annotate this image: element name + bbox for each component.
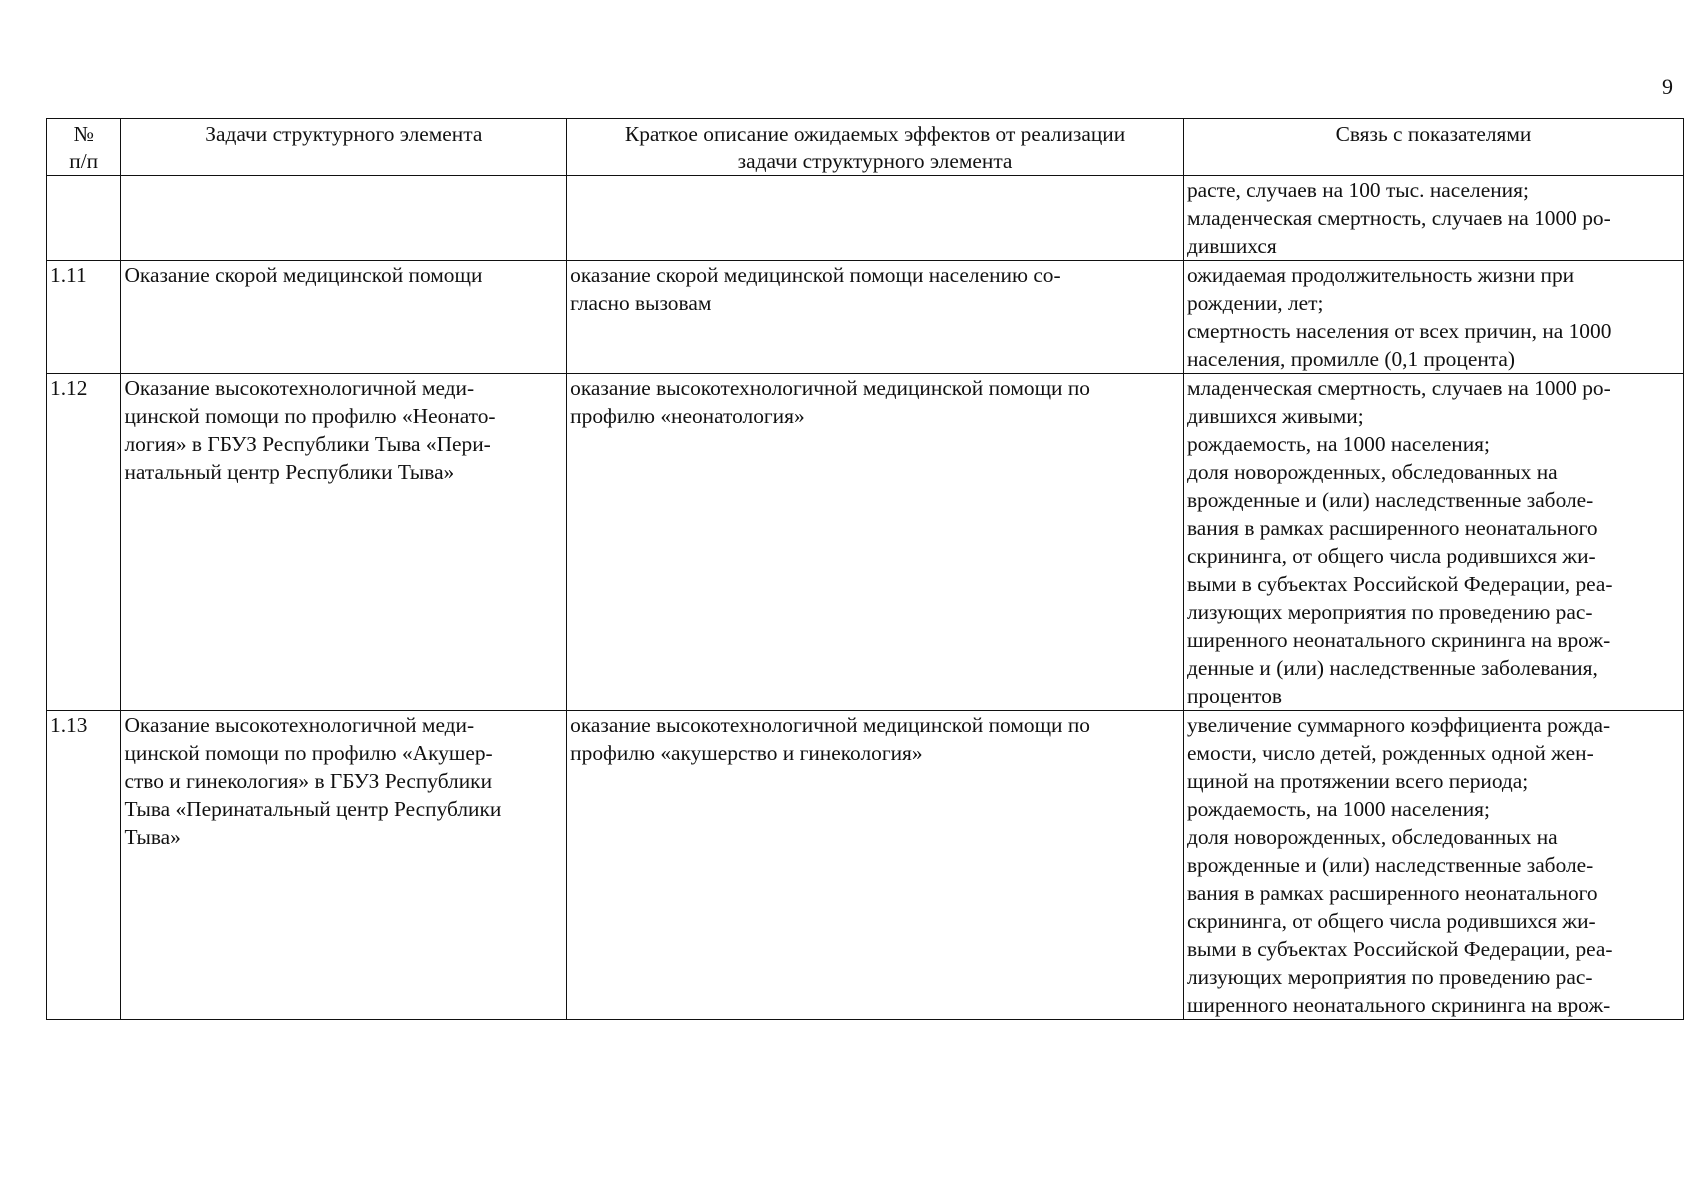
header-task: Задачи структурного элемента [121,119,567,176]
row-effect-cell: оказание скорой медицинской помощи населению со- гласно вызовам [567,261,1184,374]
row-task-cell: Оказание скорой медицинской помощи [121,261,567,374]
page-number: 9 [1662,74,1673,99]
table-row [47,711,1684,1020]
row-effect-cell: оказание высокотехнологичной медицинской помощи по профилю «неонатология» [567,374,1184,711]
row-effect-cell: оказание высокотехнологичной медицинской помощи по профилю «акушерство и гинекология» [567,711,1184,1020]
header-link: Связь с показателями [1183,119,1683,176]
row-task-cell: Оказание высокотехнологичной меди- цинской помощи по профилю «Неонато- логия» в ГБУЗ Республики Тыва «Пери- натальный центр Республики Тыва» [121,374,567,711]
table-row [47,374,1684,711]
table-row [47,176,1684,261]
row-effect-cell [567,176,1184,261]
row-num-cell: 1.11 [47,261,121,374]
row-link-cell: увеличение суммарного коэффициента рожда- емости, число детей, рожденных одной жен- щиной на протяжении всего периода; рождаемость, на 1000 населения; доля новорожденных, обследованных на врожденные и (или) наследственные заболе- вания в рамках расширенного неонатального скрининга, от общего числа родившихся жи- выми в субъектах Российской Федерации, реа- лизующих мероприятия по проведению рас- ширенного неонатального скрининга на врож- [1183,711,1683,1020]
row-link-cell: расте, случаев на 100 тыс. населения; младенческая смертность, случаев на 1000 ро- дившихся [1183,176,1683,261]
row-task-cell [121,176,567,261]
row-link-cell: ожидаемая продолжительность жизни при рождении, лет; смертность населения от всех причин, на 1000 населения, промилле (0,1 процента) [1183,261,1683,374]
header-num: № п/п [47,119,121,176]
tasks-table [46,118,1684,1020]
row-link-cell: младенческая смертность, случаев на 1000 ро- дившихся живыми; рождаемость, на 1000 населения; доля новорожденных, обследованных на врожденные и (или) наследственные заболе- вания в рамках расширенного неонатального скрининга, от общего числа родившихся жи- выми в субъектах Российской Федерации, реа- лизующих мероприятия по проведению рас- ширенного неонатального скрининга на врож- денные и (или) наследственные заболевания, процентов [1183,374,1683,711]
row-num-cell: 1.12 [47,374,121,711]
header-effect: Краткое описание ожидаемых эффектов от реализации задачи структурного элемента [567,119,1184,176]
row-num-cell [47,176,121,261]
row-num-cell: 1.13 [47,711,121,1020]
table-header-row [47,119,1684,176]
table-row [47,261,1684,374]
row-task-cell: Оказание высокотехнологичной меди- цинской помощи по профилю «Акушер- ство и гинекология» в ГБУЗ Республики Тыва «Перинатальный центр Республики Тыва» [121,711,567,1020]
